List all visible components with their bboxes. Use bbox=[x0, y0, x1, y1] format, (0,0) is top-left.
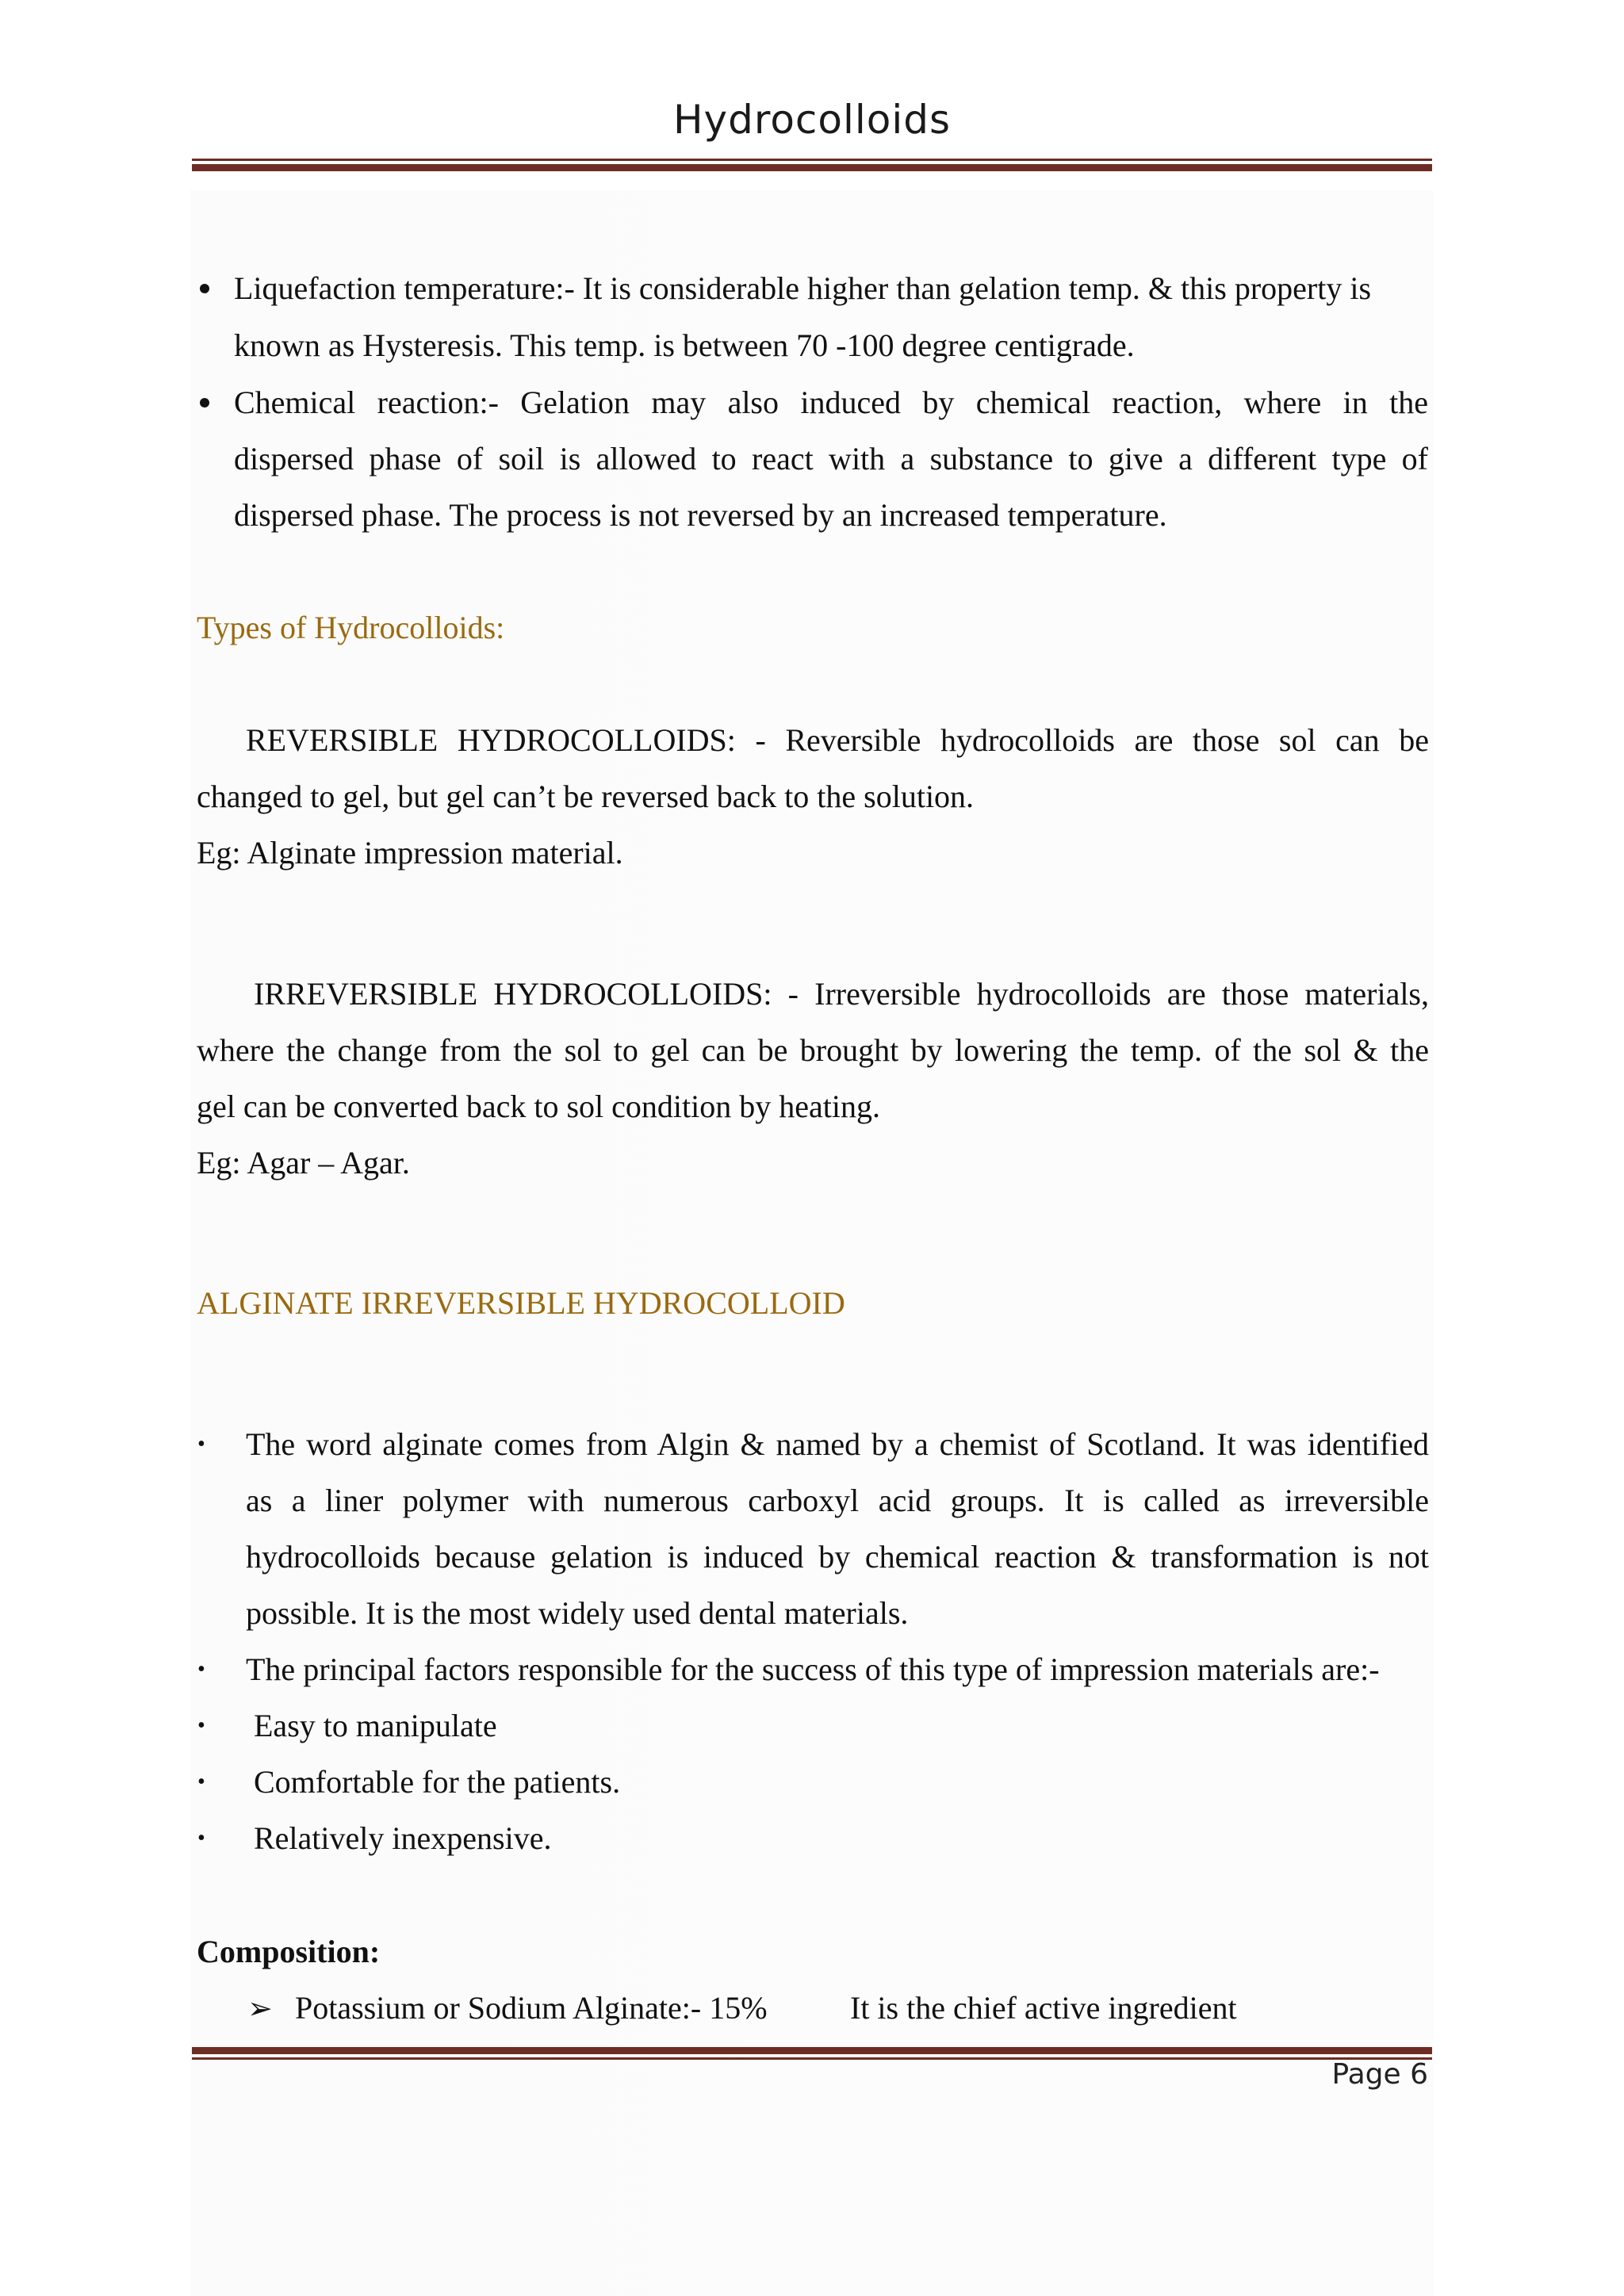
header-title: Hydrocolloids bbox=[672, 97, 952, 143]
arrow-bullet-icon: ➢ bbox=[247, 1991, 273, 2026]
page-number: Page 6 bbox=[1331, 2058, 1428, 2091]
composition-item-name: Potassium or Sodium Alginate:- 15% bbox=[295, 1990, 768, 2026]
reversible-line2: changed to gel, but gel can’t be reversed back to the solution. bbox=[197, 779, 975, 814]
composition-heading: Composition: bbox=[197, 1934, 381, 1969]
bullet-dot bbox=[200, 284, 209, 293]
alginate-b1-line1: The word alginate comes from Algin & named by a chemist of Scotland. It was identified bbox=[246, 1426, 1429, 1462]
alginate-b5: Relatively inexpensive. bbox=[254, 1820, 552, 1856]
bullet-liquefaction-line1: Liquefaction temperature:- It is considerable higher than gelation temp. & this property is bbox=[234, 270, 1372, 306]
bullet-dot: • bbox=[197, 1432, 205, 1456]
bullet-chemical-line2: dispersed phase of soil is allowed to react with a substance to give a different type of bbox=[234, 441, 1428, 476]
reversible-line1: REVERSIBLE HYDROCOLLOIDS: - Reversible hydrocolloids are those sol can be bbox=[246, 722, 1429, 758]
bullet-liquefaction-line2: known as Hysteresis. This temp. is between 70 -100 degree centigrade. bbox=[234, 327, 1135, 363]
composition-item-desc: It is the chief active ingredient bbox=[850, 1990, 1237, 2026]
irreversible-line1: IRREVERSIBLE HYDROCOLLOIDS: - Irreversible hydrocolloids are those materials, bbox=[254, 976, 1429, 1012]
irreversible-example: Eg: Agar – Agar. bbox=[197, 1145, 410, 1181]
bullet-dot bbox=[200, 398, 209, 408]
header-rule bbox=[192, 159, 1432, 171]
bullet-dot: • bbox=[197, 1770, 205, 1794]
alginate-b2: The principal factors responsible for the success of this type of impression materials are:- bbox=[246, 1651, 1380, 1687]
alginate-b1-line4: possible. It is the most widely used dental materials. bbox=[246, 1595, 909, 1631]
alginate-b1-line3: hydrocolloids because gelation is induced by chemical reaction & transformation is not bbox=[246, 1539, 1429, 1575]
bullet-dot: • bbox=[197, 1826, 205, 1850]
types-heading: Types of Hydrocolloids: bbox=[197, 610, 505, 645]
reversible-example: Eg: Alginate impression material. bbox=[197, 835, 623, 871]
bullet-dot: • bbox=[197, 1713, 205, 1738]
bullet-dot: • bbox=[197, 1657, 205, 1682]
alginate-b4: Comfortable for the patients. bbox=[254, 1764, 621, 1800]
bullet-chemical-line3: dispersed phase. The process is not reversed by an increased temperature. bbox=[234, 497, 1167, 533]
irreversible-line3: gel can be converted back to sol condition by heating. bbox=[197, 1089, 880, 1124]
alginate-b3: Easy to manipulate bbox=[254, 1708, 497, 1743]
alginate-b1-line2: as a liner polymer with numerous carboxyl acid groups. It is called as irreversible bbox=[246, 1483, 1429, 1518]
footer-rule bbox=[192, 2047, 1432, 2060]
alginate-heading: ALGINATE IRREVERSIBLE HYDROCOLLOID bbox=[197, 1285, 845, 1321]
bullet-chemical-line1: Chemical reaction:- Gelation may also induced by chemical reaction, where in the bbox=[234, 385, 1428, 420]
irreversible-line2: where the change from the sol to gel can be brought by lowering the temp. of the sol & the bbox=[197, 1032, 1429, 1068]
